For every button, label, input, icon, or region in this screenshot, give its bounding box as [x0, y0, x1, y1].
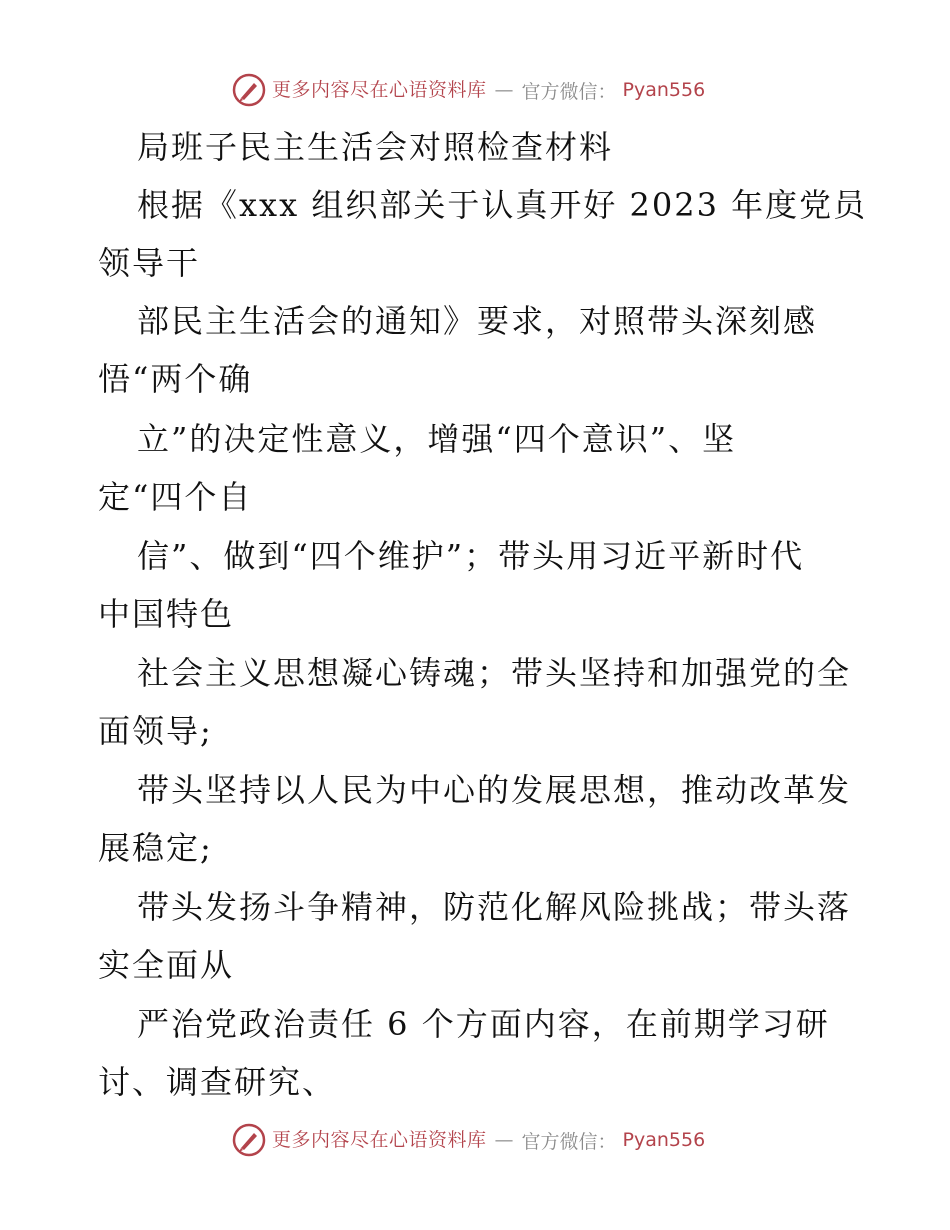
- paragraph-line: 立”的决定性意义，增强“四个意识”、坚: [137, 420, 737, 458]
- paragraph-line: 展稳定;: [98, 829, 213, 867]
- watermark-contact-label: 官方微信：: [521, 80, 617, 103]
- watermark-text: 更多内容尽在心语资料库: [272, 1128, 487, 1151]
- paragraph-line: 中国特色: [98, 595, 235, 633]
- watermark-contact-id: Pyan556: [622, 79, 706, 101]
- quill-logo-icon: [232, 1123, 266, 1157]
- paragraph-line: 领导干: [98, 244, 201, 282]
- paragraph-line: 带头坚持以人民为中心的发展思想，推动改革发: [137, 771, 852, 809]
- watermark-contact-id: Pyan556: [622, 1129, 706, 1151]
- paragraph-line: 社会主义思想凝心铸魂；带头坚持和加强党的全: [137, 654, 852, 692]
- footer-watermark: [232, 1120, 705, 1160]
- paragraph-line: 根据《xxx 组织部关于认真开好 2023 年度党员: [137, 186, 868, 224]
- header-watermark: [232, 70, 705, 110]
- paragraph-line: 讨、调查研究、: [98, 1063, 337, 1101]
- paragraph-line: 带头发扬斗争精神，防范化解风险挑战；带头落: [137, 888, 852, 926]
- watermark-separator: —: [494, 1129, 514, 1151]
- paragraph-line: 部民主生活会的通知》要求，对照带头深刻感: [137, 302, 818, 340]
- paragraph-line: 严治党政治责任 6 个方面内容，在前期学习研: [137, 1005, 830, 1043]
- paragraph-line: 实全面从: [98, 946, 235, 984]
- quill-logo-icon: [232, 73, 266, 107]
- paragraph-line: 悟“两个确: [98, 360, 253, 398]
- watermark-separator: —: [494, 79, 514, 101]
- paragraph-line: 面领导;: [98, 712, 213, 750]
- document-title: 局班子民主生活会对照检查材料: [137, 128, 614, 166]
- paragraph-line: 定“四个自: [98, 478, 253, 516]
- watermark-contact-label: 官方微信：: [521, 1130, 617, 1153]
- watermark-text: 更多内容尽在心语资料库: [272, 78, 487, 101]
- paragraph-line: 信”、做到“四个维护”；带头用习近平新时代: [137, 537, 805, 575]
